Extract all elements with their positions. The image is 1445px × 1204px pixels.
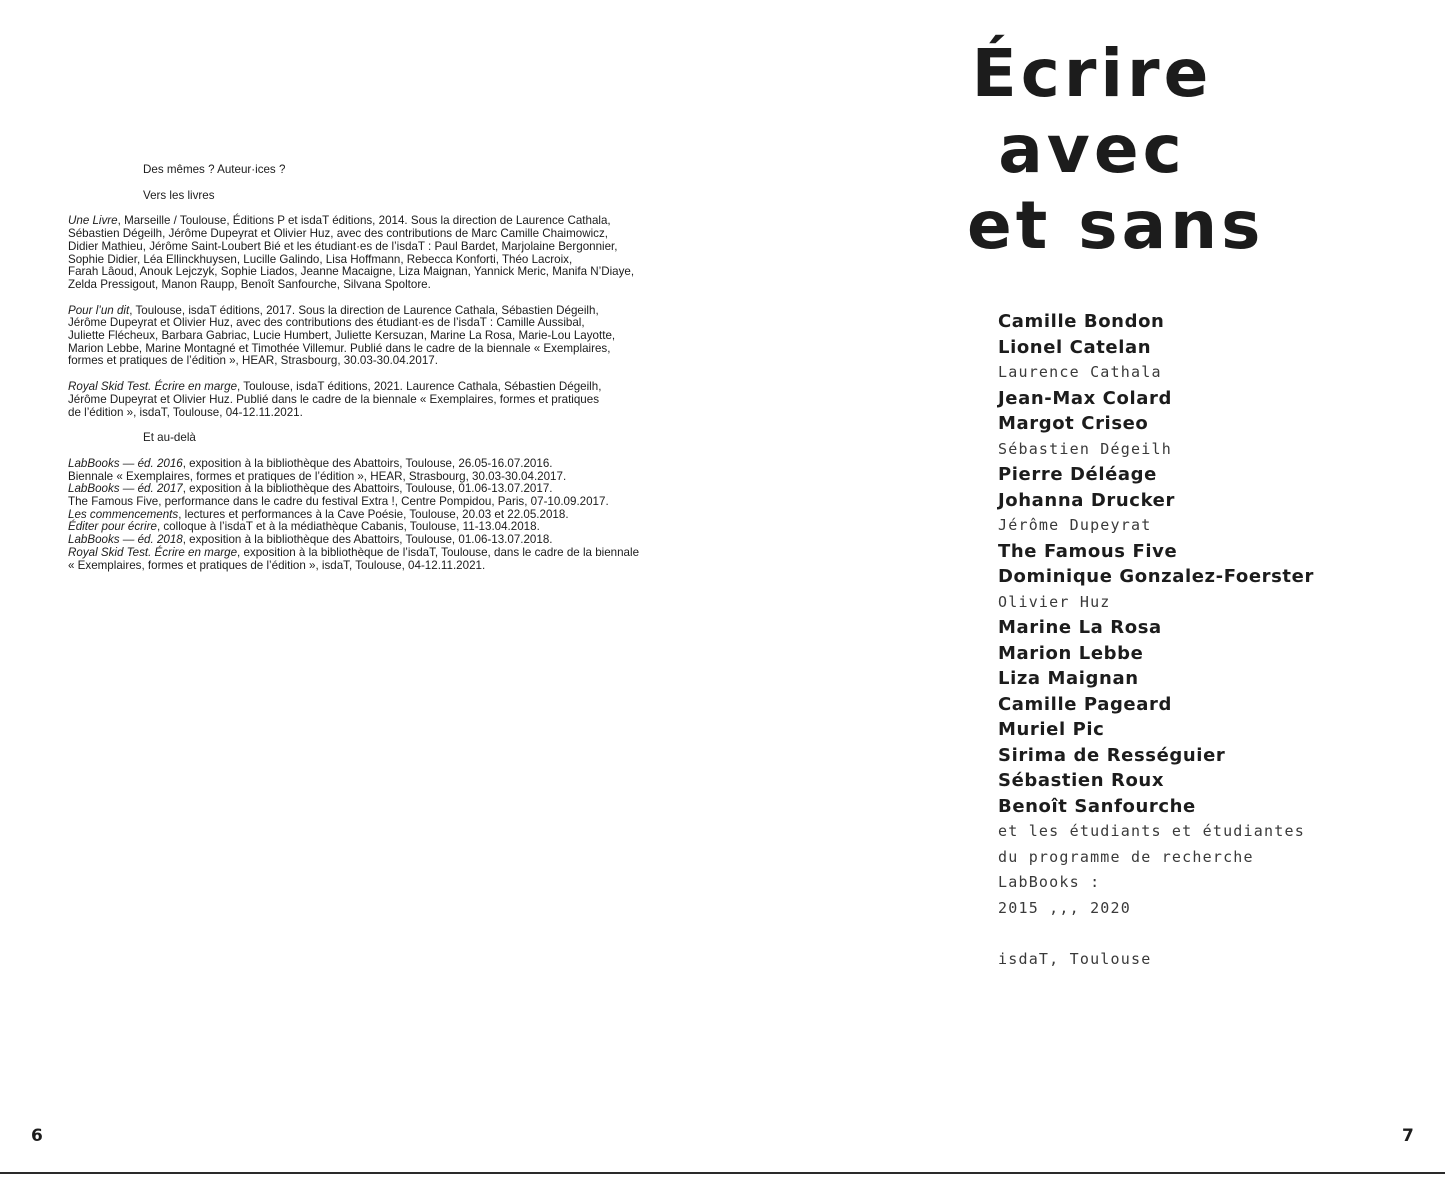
bib-text: , exposition à la bibliothèque de l’isdaT, Toulouse, dans le cadre de la biennale [237, 545, 640, 559]
bib-text: , colloque à l’isdaT et à la médiathèque Cabanis, Toulouse, 11-13.04.2018. [156, 520, 540, 534]
contributor-name: isdaT, Toulouse [998, 949, 1152, 968]
bib-text: formes et pratiques de l’édition », HEAR, Strasbourg, 30.03-30.04.2017. [68, 354, 438, 368]
left-page [0, 0, 722, 1170]
contributor-name: The Famous Five [998, 540, 1178, 562]
contributor-name: Jean-Max Colard [998, 387, 1172, 409]
bib-text: « Exemplaires, formes et pratiques de l’édition », isdaT, Toulouse, 04-12.11.2021. [68, 558, 486, 572]
book-entry [68, 215, 668, 291]
bib-title: Les commencements [68, 507, 179, 521]
bib-text: Sophie Didier, Léa Ellinckhuysen, Lucille Galindo, Lisa Hoffmann, Rebecca Konforti, Théo Lacroix, [68, 252, 573, 266]
heading-authors: Des mêmes ? Auteur·ices ? [143, 163, 286, 176]
bib-title: LabBooks — éd. 2016 [68, 456, 183, 470]
bib-title: LabBooks — éd. 2018 [68, 533, 183, 547]
contributor-name: Sébastien Roux [998, 770, 1165, 791]
contributor-name: Marion Lebbe [998, 642, 1144, 664]
bib-text: , lectures et performances à la Cave Poésie, Toulouse, 20.03 et 22.05.2018. [178, 507, 569, 521]
contributor-name: et les étudiants et étudiantes [998, 822, 1305, 840]
bib-text: Biennale « Exemplaires, formes et pratiques de l’édition », HEAR, Strasbourg, 30.03-30.04.2017. [68, 469, 567, 483]
bib-text: Jérôme Dupeyrat et Olivier Huz. Publié dans le cadre de la biennale « Exemplaires, formes et pratiques [68, 392, 600, 406]
books-list [68, 215, 668, 419]
title-line: avec [998, 111, 1186, 188]
bib-text: The Famous Five, performance dans le cadre du festival Extra !, Centre Pompidou, Paris, 07-10.09.2017. [68, 495, 609, 509]
contributor-name: Sirima de Rességuier [998, 744, 1226, 766]
bib-title: Éditer pour écrire [68, 520, 157, 534]
contributors-list [998, 309, 1418, 972]
bib-text: Farah Lâoud, Anouk Lejczyk, Sophie Liados, Jeanne Macaigne, Liza Maignan, Yannick Meric, Manifa N’Diaye, [68, 265, 635, 279]
heading-beyond: Et au-delà [143, 431, 196, 445]
contributor-name: Laurence Cathala [998, 363, 1162, 381]
bib-line [68, 560, 668, 573]
bibliography [68, 164, 668, 572]
page-number-right: 7 [1402, 1126, 1414, 1146]
bib-text: Juliette Flécheux, Barbara Gabriac, Lucie Humbert, Juliette Kersuzan, Marine La Rosa, Marie-Lou Layotte, [68, 329, 616, 343]
contributor-name: Camille Pageard [998, 693, 1172, 715]
bib-text: Jérôme Dupeyrat et Olivier Huz, avec des contributions des étudiant·es de l’isdaT : Camille Aussibal, [68, 316, 585, 330]
events-list [68, 458, 668, 572]
contributor-name: Jérôme Dupeyrat [998, 516, 1152, 534]
book-entry [68, 381, 668, 419]
bib-text: , exposition à la bibliothèque des Abattoirs, Toulouse, 01.06-13.07.2018. [182, 533, 553, 547]
title-line: et sans [967, 187, 1265, 264]
bib-line [68, 355, 668, 368]
bib-text: Zelda Pressigout, Manon Raupp, Benoît Sanfourche, Silvana Spoltore. [68, 277, 431, 291]
book-entry [68, 305, 668, 369]
bib-text: , Toulouse, isdaT éditions, 2017. Sous la direction de Laurence Cathala, Sébastien Dégeilh, [129, 303, 599, 317]
bib-line [68, 407, 668, 420]
contributor-name: Johanna Drucker [998, 489, 1175, 511]
bib-text: de l’édition », isdaT, Toulouse, 04-12.11.2021. [68, 405, 303, 419]
bib-title: Une Livre [68, 214, 118, 228]
bib-text: , exposition à la bibliothèque des Abattoirs, Toulouse, 01.06-13.07.2017. [182, 482, 553, 496]
contributor-name: Marine La Rosa [998, 617, 1162, 638]
contributor-name: Pierre Déléage [998, 464, 1157, 485]
list-spacer [998, 921, 1418, 947]
right-page [722, 0, 1445, 1170]
contributor-name: Liza Maignan [998, 668, 1139, 689]
bib-title: Royal Skid Test. Écrire en marge [68, 380, 238, 394]
contributor-name: Camille Bondon [998, 311, 1165, 332]
page-number-left: 6 [31, 1126, 43, 1146]
title-line: Écrire [971, 35, 1213, 112]
contributor-name: LabBooks : [998, 873, 1101, 891]
contributor-name: Olivier Huz [998, 592, 1111, 611]
bib-text: Didier Mathieu, Jérôme Saint-Loubert Bié et les étudiant·es de l’isdaT : Paul Bardet, Marjolaine Bergonnier, [68, 239, 618, 253]
contributor-name: du programme de recherche [998, 847, 1254, 866]
heading-books: Vers les livres [143, 188, 215, 202]
bib-title: Pour l’un dit [68, 303, 130, 317]
bottom-rule [0, 1172, 1445, 1174]
bib-title: Royal Skid Test. Écrire en marge [68, 545, 238, 559]
bib-text: , Marseille / Toulouse, Éditions P et isdaT éditions, 2014. Sous la direction de Laurence Cathala, [117, 214, 611, 228]
bib-text: , exposition à la bibliothèque des Abattoirs, Toulouse, 26.05-16.07.2016. [182, 456, 553, 470]
contributor-name: Benoît Sanfourche [998, 795, 1196, 817]
contributor-name: 2015 ,,, 2020 [998, 898, 1131, 917]
bib-text: , Toulouse, isdaT éditions, 2021. Laurence Cathala, Sébastien Dégeilh, [237, 380, 602, 394]
bib-text: Sébastien Dégeilh, Jérôme Dupeyrat et Olivier Huz, avec des contributions de Marc Camille Chaimowicz, [68, 227, 608, 241]
contributor-name: Dominique Gonzalez-Foerster [998, 566, 1314, 587]
contributor-name: Muriel Pic [998, 719, 1105, 740]
bib-title: LabBooks — éd. 2017 [68, 482, 183, 496]
contributor-name: Sébastien Dégeilh [998, 439, 1172, 458]
contributor-name: Lionel Catelan [998, 336, 1152, 358]
bib-text: Marion Lebbe, Marine Montagné et Timothée Villemur. Publié dans le cadre de la biennale « Exemplaires, [68, 341, 611, 355]
contributor-name: Margot Criseo [998, 413, 1149, 434]
book-title [967, 35, 1265, 264]
bib-line [68, 279, 668, 292]
